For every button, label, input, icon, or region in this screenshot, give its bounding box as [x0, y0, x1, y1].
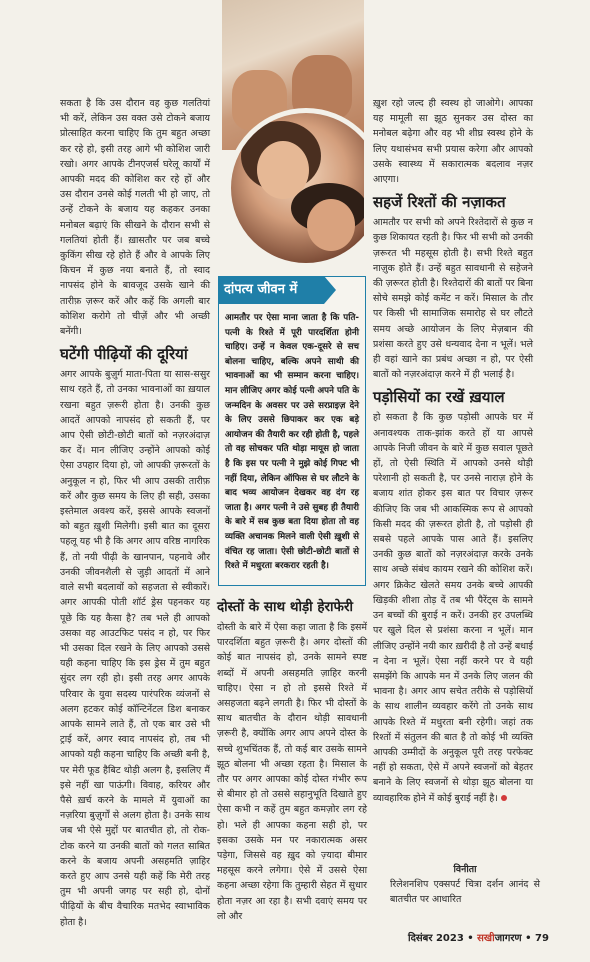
paragraph-text: हो सकता है कि कुछ पड़ोसी आपके घर में अनावश्यक ताक-झांक करते हों या आपसे आपके निजी जीवन के बारे में कुछ सवाल पूछते हों, तो ऐसी स्थिति में आपको उनसे थोड़ी परेशानी हो सकती है, पर उनसे नाराज़ होने के बजाय शांत होकर इस बात पर विचार ज़रूर कीजिए कि जब भी आकस्मिक रूप से आपको किसी मदद की ज़रूरत होती है, तो पड़ोसी ही सबसे पहले आपके पास आते हैं। इसलिए उनकी कुछ बातों को नज़रअंदाज़ करके उनके साथ अच्छे संबंध कायम रखने की कोशिश करें। अगर क्रिकेट खेलते समय उनके बच्चे आपकी खिड़की शीशा तोड़ दें तब भी पैरेंट्स के सामने उन बच्चों की बुराई न करें। उनकी हर उपलब्धि पर खुले दिल से प्रशंसा करना न भूलें। मान लीजिए उन्होंने नयी कार ख़रीदी है तो उन्हें बधाई न देना न भूलें। ऐसा नहीं करने पर वे यही समझेंगे कि आपके मन में उनके लिए जलन की भावना है। अगर आप सचेत तरीके से पड़ोसियों के साथ शालीन व्यवहार करेंगे तो उनके साथ आपके रिश्ते में मधुरता बनी रहेगी। जहां तक रिश्तों में संतुलन की बात है तो कोई भी व्यक्ति आपकी उम्मीदों के अनुकूल पूरी तरह परफेक्ट नहीं हो सकता, ऐसे में अपने स्वजनों को बेहतर बनाने के लिए स्वजनों से थोड़ा झूठ बोलना या व्यावहारिक होने में कोई बुराई नहीं है। [373, 412, 533, 804]
author-credit [390, 862, 540, 907]
brand-sakhi: सखी [477, 933, 495, 944]
couple-photo [222, 0, 364, 270]
page-number: 79 [535, 933, 549, 944]
paragraph [373, 410, 533, 805]
page-footer [408, 930, 549, 944]
section-heading: दोस्तों के साथ थोड़ी हेराफेरी [217, 599, 353, 615]
column-middle [217, 592, 367, 924]
brand-jagran: जागरण [494, 933, 522, 944]
author-name: विनीता [453, 864, 477, 875]
section-heading: घटेंगी पीढ़ियों की दूरियां [60, 345, 188, 364]
separator: • [467, 933, 474, 944]
sidebar-box [218, 276, 366, 586]
paragraph: ख़ुश रहो जल्द ही स्वस्थ हो जाओगे। आपका यह मामूली सा झूठ सुनकर उस दोस्त का मनोबल बढ़ेगा और वह भी शीघ्र स्वस्थ होने के लिए यथासंभव सभी प्रयास करेगा और आपको उसके स्वास्थ्य में सकारात्मक बदलाव नज़र आएगा। [373, 98, 533, 186]
box-body: आमतौर पर ऐसा माना जाता है कि पति-पत्नी के रिश्ते में पूरी पारदर्शिता होनी चाहिए। उन्हें न केवल एक-दूसरे से सच बोलना चाहिए, बल्कि अपने साथी की भावनाओं का भी सम्मान करना चाहिए। मान लीजिए अगर कोई पत्नी अपने पति के जन्मदिन के अवसर पर उसे सरप्राइज़ देने के लिए उससे छिपाकर कर एक बड़े आयोजन की तैयारी कर रही होती है, पहले तो वह सोचकर पति थोड़ा मायूस हो जाता है कि इस पर पत्नी ने मुझे कोई गिफ्ट भी नहीं दिया, लेकिन ऑफिस से घर लौटने के बाद भव्य आयोजन देखकर वह दंग रह जाता है। अगर पत्नी ने उसे सुबह ही तैयारी के बारे में सब कुछ बता दिया होता तो वह व्यक्ति अचानक मिलने वाली ऐसी ख़ुशी से वंचित रह जाता। ऐसी छोटी-छोटी बातों से रिश्ते में मधुरता बरकरार रहती है। [225, 313, 359, 572]
issue-month: दिसंबर 2023 [408, 933, 464, 944]
section-heading: पड़ोसियों का रखें ख़याल [373, 388, 505, 407]
face-shape-2 [307, 199, 355, 251]
paragraph: दोस्ती के बारे में ऐसा कहा जाता है कि इसमें पारदर्शिता बहुत ज़रूरी है। अगर दोस्तों की कोई बात नापसंद हो, उनके सामने स्पष्ट शब्दों में अपनी असहमति ज़ाहिर करनी चाहिए। ऐसा न हो तो इससे रिश्ते में असहजता बढ़ने लगती है। फिर भी दोस्तों के साथ बातचीत के दौरान थोड़ी सावधानी ज़रूरी है, क्योंकि अगर आप अपने दोस्त के सच्चे शुभचिंतक हैं, तो कई बार उसके सामने झूठ बोलना भी अच्छा रहता है। मिसाल के तौर पर अगर आपका कोई दोस्त गंभीर रूप से बीमार हो तो उससे सहानुभूति दिखाते हुए ऐसा कभी न कहें तुम बहुत कमज़ोर लग रहे हो। भले ही आपका कहना सही हो, पर इसका उसके मन पर नकारात्मक असर पड़ेगा, जिससे वह ख़ुद को ज़्यादा बीमार महसूस करने लगेगा। ऐसे में उससे ऐसा कहना अच्छा रहेगा कि तुम्हारी सेहत में सुधार होता नज़र आ रहा है। सभी दवाएं समय पर लो और [217, 622, 367, 922]
paragraph: अगर आपके बुज़ुर्ग माता-पिता या सास-ससुर साथ रहते हैं, तो उनका भावनाओं का ख़याल रखना बहुत ज़रूरी होता है। उनकी कुछ आदतें आपको नापसंद हो सकती हैं, पर आप ऐसी छोटी-छोटी बातों को नज़रअंदाज़ कर दें। मान लीजिए उन्होंने आपको कोई ऐसा उपहार दिया हो, जो आपकी ज़रूरतों के अनुकूल न हो, फिर भी आप उसकी तारीफ़ करें और कुछ समय के लिए ही सही, उसका इस्तेमाल अवश्य करें, इससे आपके स्वजनों को बहुत ख़ुशी मिलेगी। इसी बात का दूसरा पहलू यह भी है कि अगर आप वरिष्ठ नागरिक हैं, तो नयी पीढ़ी के खानपान, पहनावे और उनकी जीवनशैली से जुड़ी आदतों में आने वाले सभी बदलावों को सहजता से स्वीकारें। अगर आपकी पोती शॉर्ट ड्रेस पहनकर यह पूछे कि यह कैसा है? तब भले ही आपको उसका वह आउटफिट पसंद न हो, पर फिर भी उसका दिल रखने के लिए आपको उससे यही कहना चाहिए कि इस ड्रेस में तुम बहुत सुंदर लग रही हो। इसी तरह अगर आपके परिवार के युवा सदस्य पारंपरिक व्यंजनों से अलग हटकर कोई कॉन्टिनेंटल डिश बनाकर आपके सामने लाते हैं, तो एक बार उसे भी ट्राई करें, अगर स्वाद नापसंद हो, तब भी आपको यही कहना चाहिए कि अच्छी बनी है, पर मेरी फूड हैबिट थोड़ी अलग है, इसलिए मैं इसे नहीं खा पाऊंगी। विवाह, करियर और पैसे ख़र्च करने के मामले में युवाओं का नज़रिया बुज़ुर्गों से अलग होता है। उनके साथ जब भी ऐसे मुद्दों पर बातचीत हो, तो रोक-टोक करने या उनकी बातों को गलत साबित करने के बजाय अपनी असहमति ज़ाहिर करते हुए आप उनसे यही कहें कि मेरी तरह तुम भी अपनी जगह पर सही हो, दोनों पीढ़ियों के बीच वैचारिक मतभेद स्वाभाविक होता है। [60, 369, 210, 928]
column-right [373, 96, 533, 806]
section-heading: सहजें रिश्तों की नज़ाकत [373, 193, 506, 212]
column-left [60, 96, 210, 930]
credit-line: रिलेशनशिप एक्सपर्ट चित्रा दर्शन आनंद से बातचीत पर आधारित [390, 879, 540, 905]
paragraph: सकता है कि उस दौरान वह कुछ गलतियां भी करें, लेकिन उस वक्त उसे टोकने बजाय प्रोत्साहित करना चाहिए कि तुम बहुत अच्छा कर रहे हो, इसी तरह आगे भी कोशिश जारी रखो। अगर आपके टीनएजर्स घरेलू कार्यों में आपकी मदद की कोशिश कर रहे हों और उस दौरान उनसे कोई गलती भी हो जाए, तो उन्हें टोकने के बजाय यह कहकर उनका मनोबल बढ़ाएं कि सीखने के दौरान सभी से गलतियां होती हैं। ख़ासतौर पर जब बच्चे कुकिंग सीख रहे होते हैं और वे आपके लिए किचन में कुछ नया बनाते हैं, तो स्वाद नापसंद होने के बावजूद उसके खाने की तारीफ़ ज़रूर करें और कहें कि अगली बार कोशिश करोगे तो चीज़ें और भी अच्छी बनेंगी। [60, 98, 210, 338]
paragraph: आमतौर पर सभी को अपने रिश्तेदारों से कुछ न कुछ शिकायत रहती है। फिर भी सभी को उनकी ज़रूरत भी महसूस होती है। सभी रिश्ते बहुत नाज़ुक होते हैं। उन्हें बहुत सावधानी से सहेजने की ज़रूरत होती है। रिश्तेदारों की बातों पर बिना सोचे समझे कोई कमेंट न करें। मिसाल के तौर पर किसी भी सामाजिक समारोह से घर लौटते समय अच्छे आयोजन के लिए मेज़बान की प्रशंसा करते हुए उसे धन्यवाद देना न भूलें। भले ही वहां खाने का प्रबंध अच्छा न हो, पर ऐसी बातों को नज़रअंदाज़ करने में ही भलाई है। [373, 217, 533, 381]
end-bullet-icon [501, 795, 507, 801]
separator: • [525, 933, 532, 944]
box-title: दांपत्य जीवन में [218, 276, 324, 304]
